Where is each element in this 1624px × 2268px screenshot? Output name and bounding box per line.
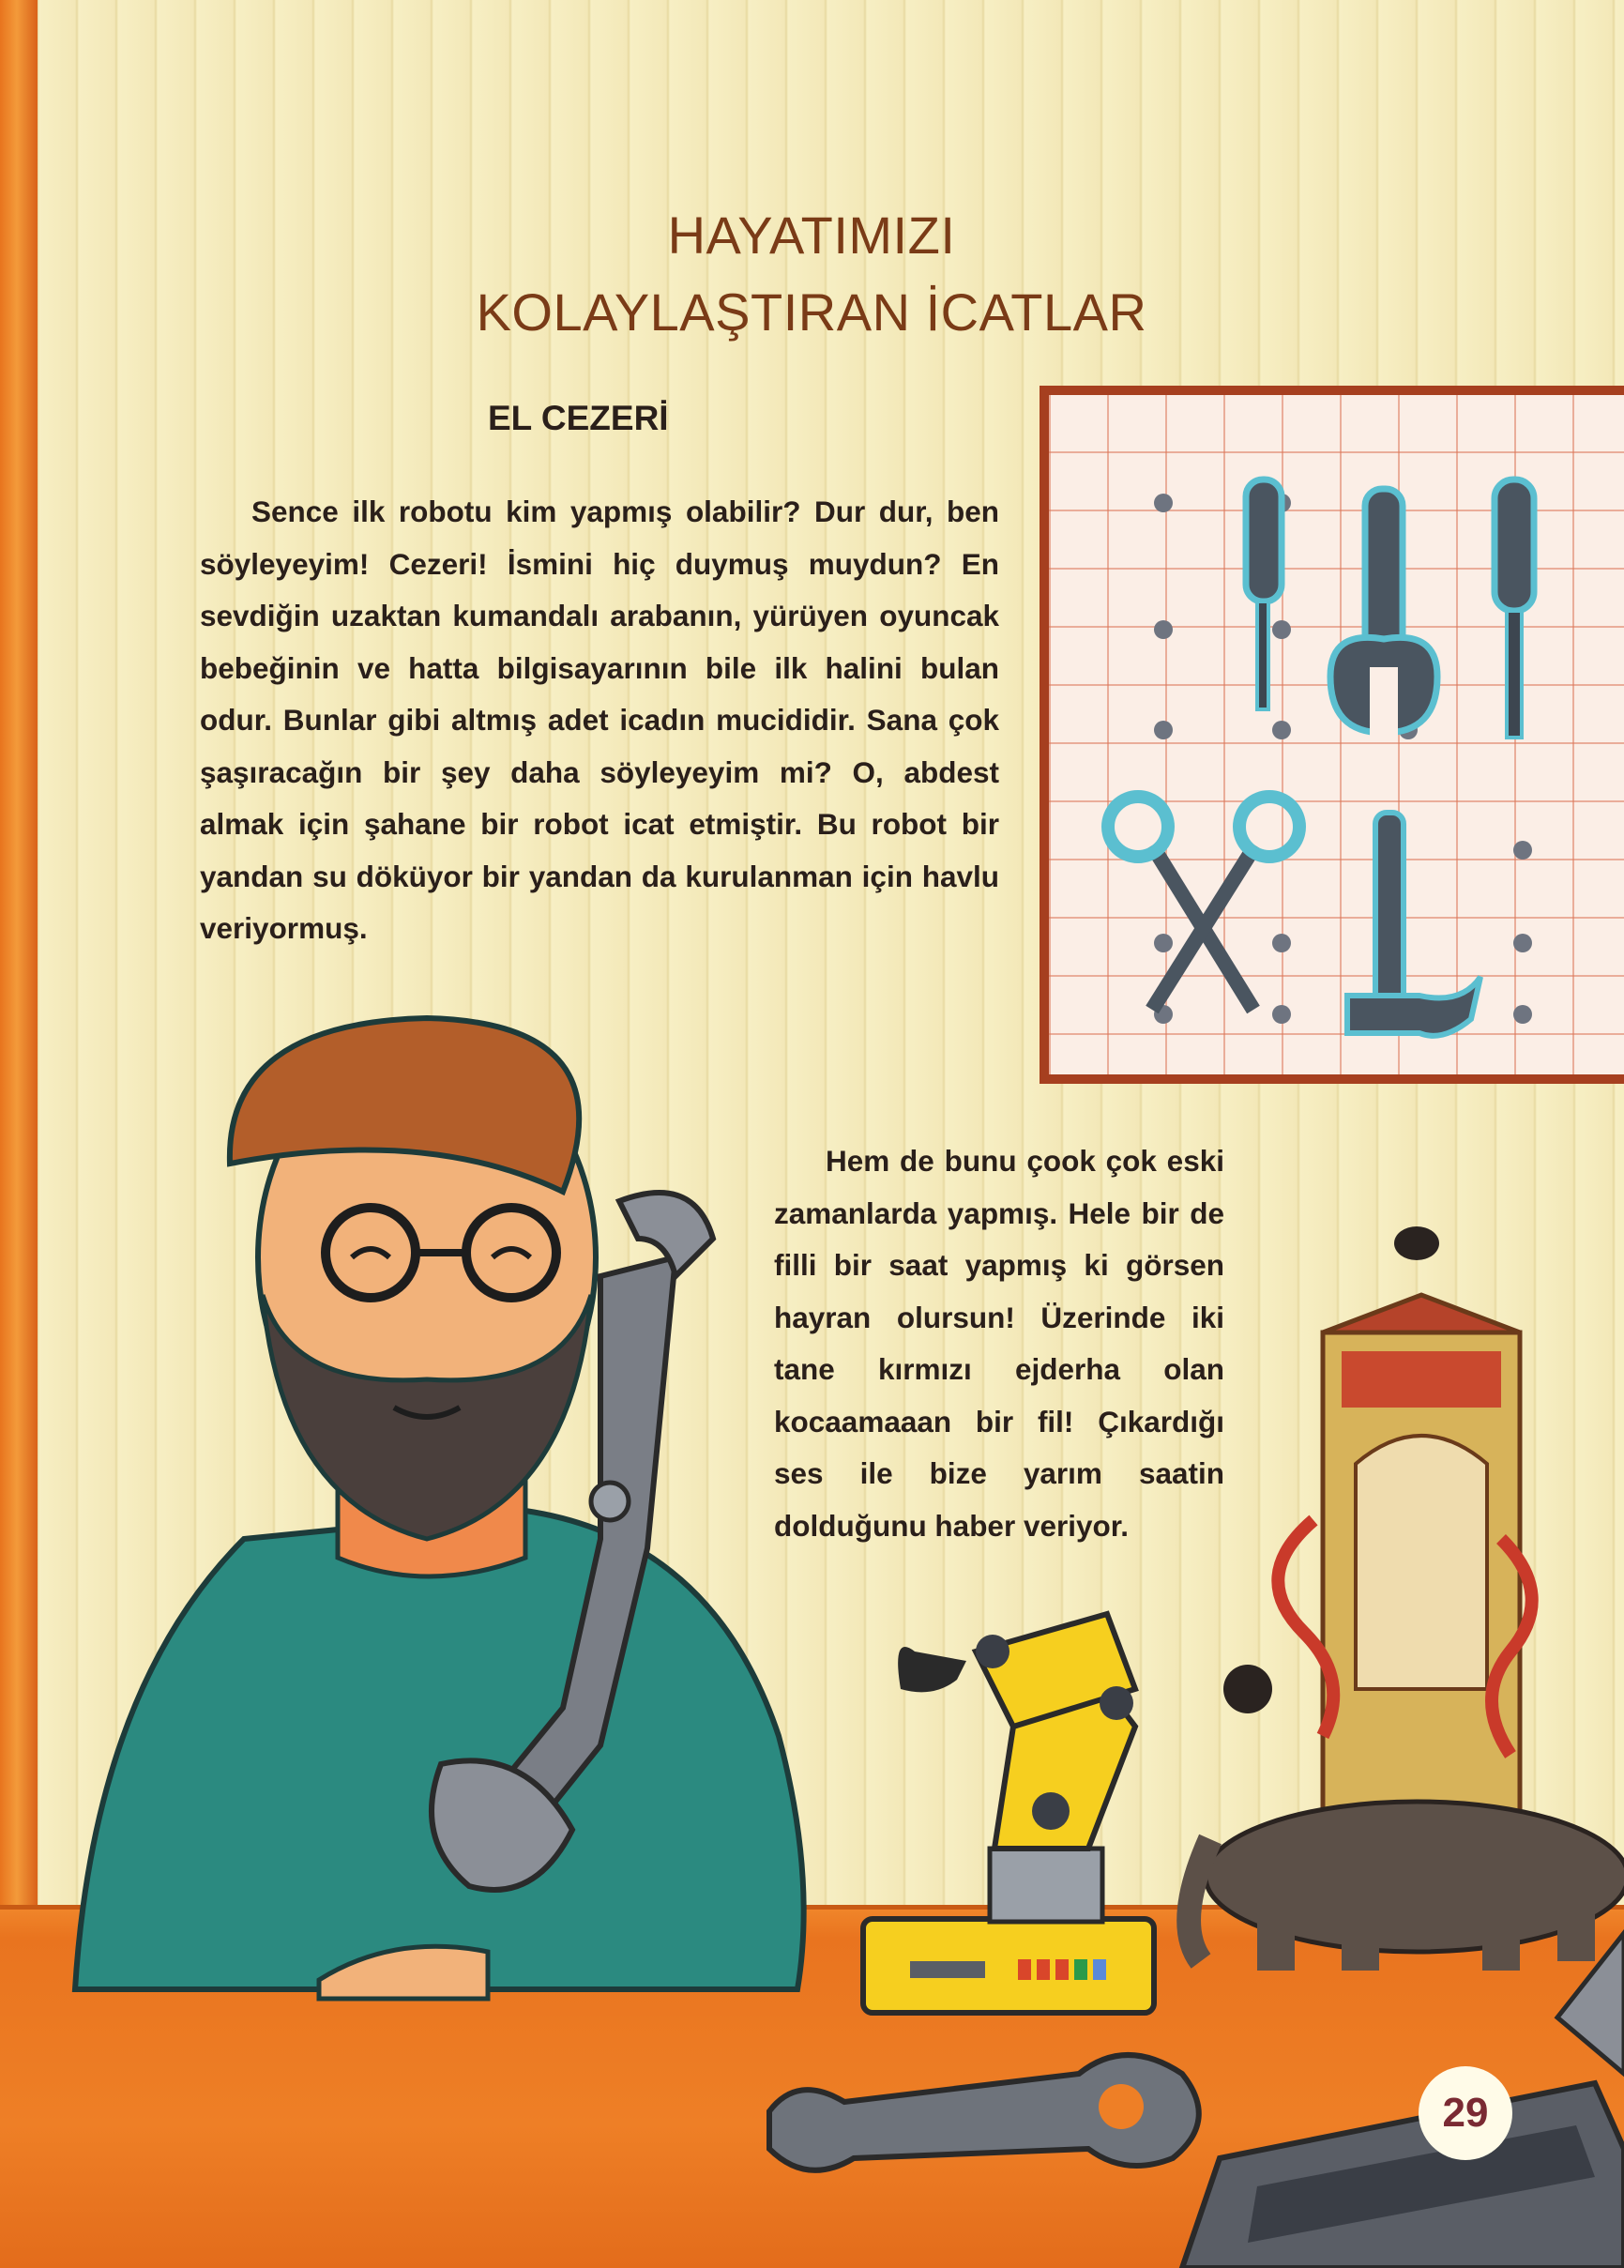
robot-arm-illustration xyxy=(863,1614,1154,2013)
page-number: 29 xyxy=(1419,2066,1512,2160)
laptop-icon xyxy=(1182,1933,1624,2268)
page-title-line-2: KOLAYLAŞTIRAN İCATLAR xyxy=(476,282,1147,342)
elephant-clock-paragraph: Hem de bunu çook çok eski zamanlarda yapmış. Hele bir de filli bir saat yapmış ki görsen hayran olursun! Üzerinde iki tane kırmızı ejderha olan kocaamaaan bir fil! Çıkardığı ses ile bize yarım saatin dolduğunu haber veriyor. xyxy=(774,1144,1224,1543)
el-cezeri-illustration xyxy=(75,1018,804,1999)
intro-paragraph: Sence ilk robotu kim yapmış olabilir? Dur dur, ben söyleyeyim! Cezeri! İsmini hiç duymuş muydun? En sevdiğin uzaktan kumandalı arabanın, yürüyen oyuncak bebeğinin ve hatta bilgisayarının bile ilk halini bulan odur. Bunlar gibi altmış adet icadın mucididir. Sana çok şaşıracağın bir şey daha söyleyeyim mi? O, abdest almak için şahane bir robot icat etmiştir. Bu robot bir yandan su döküyor bir yandan da kurulanman için havlu veriyormuş. xyxy=(200,495,999,945)
page-title-line-1: HAYATIMIZI xyxy=(667,205,956,265)
wrench-icon xyxy=(769,2055,1199,2170)
elephant-clock-illustration xyxy=(1189,1226,1624,1971)
section-heading: EL CEZERİ xyxy=(488,399,669,437)
